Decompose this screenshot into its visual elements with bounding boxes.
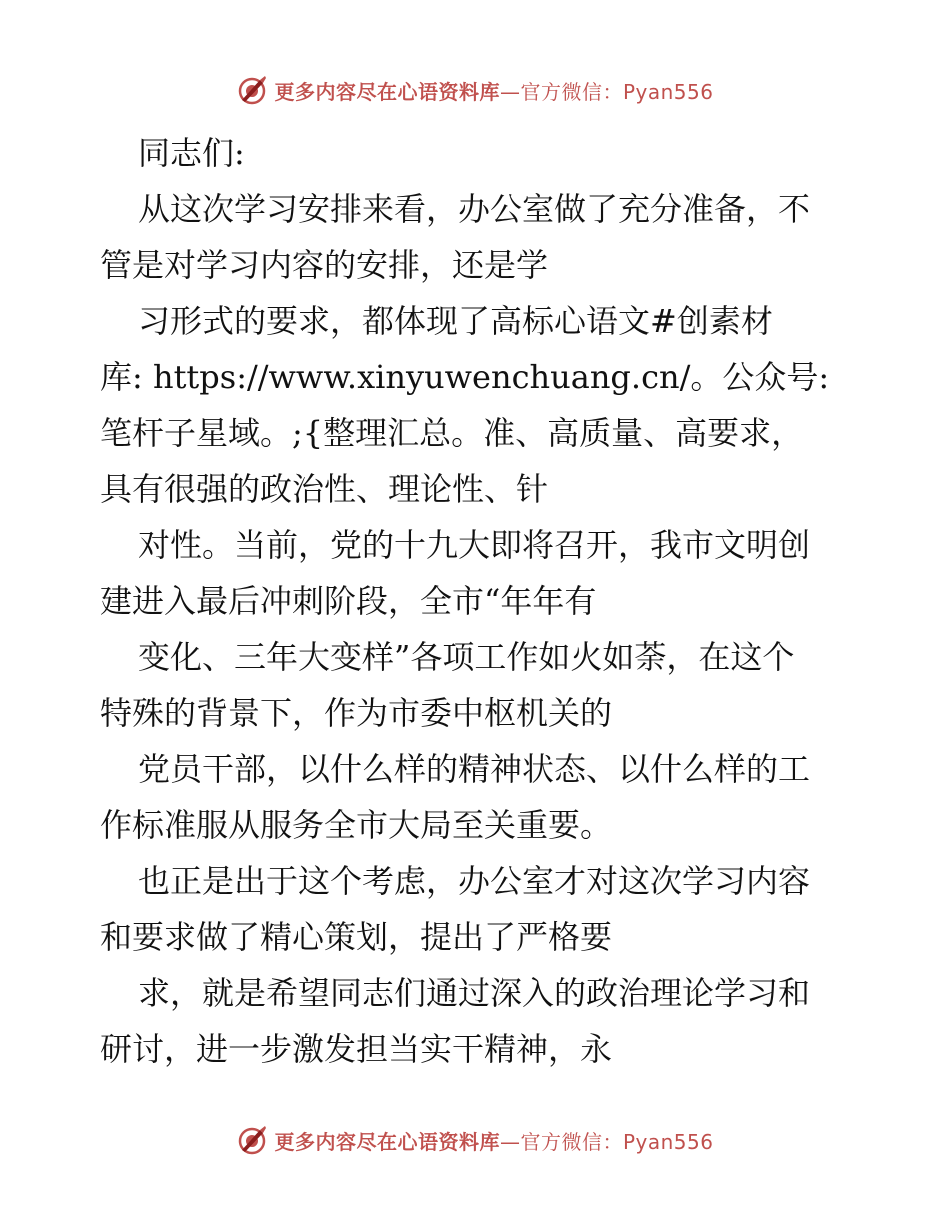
document-line: 特殊的背景下，作为市委中枢机关的 [100,694,613,732]
document-line: 和要求做了精心策划，提出了严格要 [100,918,613,956]
document-line: 对性。当前，党的十九大即将召开，我市文明创 [138,526,811,564]
document-line: 研讨，进一步激发担当实干精神，永 [100,1030,613,1068]
banner-title: 更多内容尽在心语资料库 [274,79,500,104]
header-banner [0,70,950,110]
document-body [100,125,860,1077]
document-line: 同志们: [138,134,245,172]
document-line: 变化、三年大变样”各项工作如火如荼，在这个 [138,638,795,676]
banner-wechat: 官方微信：Pyan556 [520,79,714,104]
quill-seal-icon [236,74,268,106]
quill-seal-icon [236,1124,268,1156]
banner-separator: — [499,1129,521,1154]
banner-title: 更多内容尽在心语资料库 [274,1129,500,1154]
document-line: 库: https://www.xinyuwenchuang.cn/。公众号: [100,358,830,396]
document-line: 管是对学习内容的安排，还是学 [100,246,549,284]
document-line: 建进入最后冲刺阶段，全市“年年有 [100,582,597,620]
document-line: 党员干部，以什么样的精神状态、以什么样的工 [138,750,811,788]
document-line: 笔杆子星域。;{整理汇总。准、高质量、高要求， [100,414,804,452]
banner-text [274,76,713,105]
footer-banner [0,1120,950,1160]
document-line: 作标准服从服务全市大局至关重要。 [100,806,613,844]
document-line: 从这次学习安排来看，办公室做了充分准备，不 [138,190,811,228]
document-line: 也正是出于这个考虑，办公室才对这次学习内容 [138,862,811,900]
banner-separator: — [499,79,521,104]
document-line: 习形式的要求，都体现了高标心语文#创素材 [138,302,773,340]
document-line: 求，就是希望同志们通过深入的政治理论学习和 [138,974,811,1012]
document-line: 具有很强的政治性、理论性、针 [100,470,549,508]
banner-text [274,1126,713,1155]
banner-wechat: 官方微信：Pyan556 [520,1129,714,1154]
